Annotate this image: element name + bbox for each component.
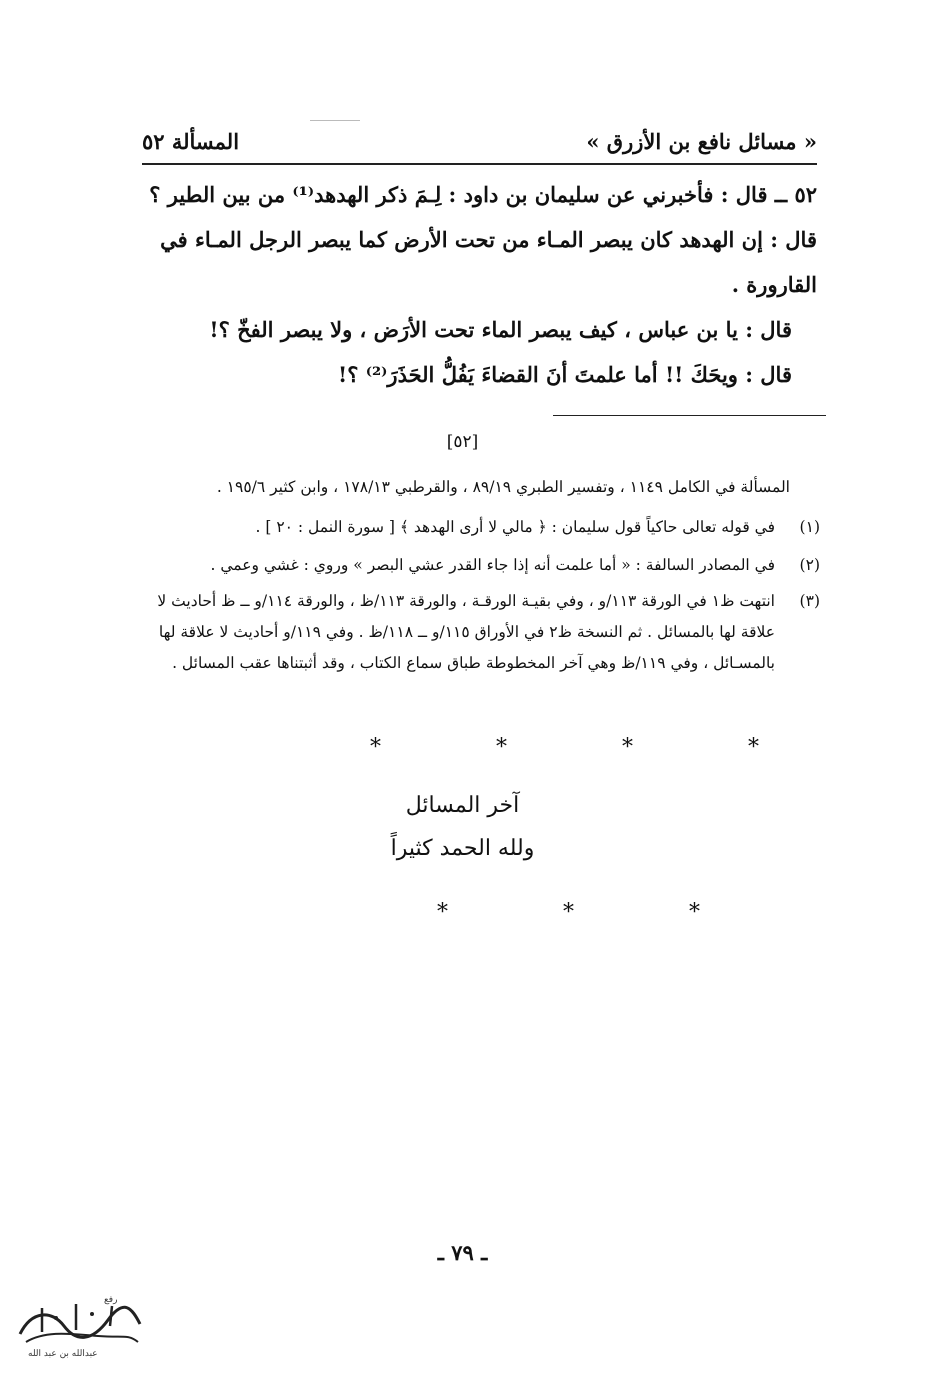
footnote-rule <box>553 415 826 416</box>
footnote-1 <box>130 512 820 543</box>
footnote-intro: المسألة في الكامل ١١٤٩ ، وتفسير الطبري ٨٩/١٩ ، والقرطبي ١٧٨/١٣ ، وابن كثير ١٩٥/٦ . <box>216 478 790 496</box>
stamp-line-1: رفع <box>104 1295 118 1305</box>
ornament-stars-1: * * * * <box>370 735 813 760</box>
main-line-4: قال : ويحَكَ !! أما علمتَ أنَ القضاءَ يَفُلُّ الحَذَرَ⁽²⁾ ؟! <box>338 362 792 387</box>
footnote-2 <box>130 550 820 581</box>
uploader-stamp-logo <box>12 1290 147 1360</box>
page-number: ـ ٧٩ ـ <box>437 1240 488 1265</box>
footnote-number: (٢) <box>799 556 820 574</box>
scan-artifact-line <box>310 120 360 121</box>
main-text <box>137 172 817 397</box>
footnote-text: انتهت ظ١ في الورقة ١١٣/و ، وفي بقيـة الورقـة ، والورقة ١١٣/ظ ، والورقة ١١٤/و ــ ظ أحاديث لا علاقة لها بالمسائل . ثم النسخة ظ٢ في الأوراق ١١٥/و ــ ١١٨/ظ . وفي ١١٩/و أحاديث لا علاقة لها بالمسـائل ، وفي ١١٩/ظ وهي آخر المخطوطة طباق سماع الكتاب ، وقد أثبتناها عقب المسائل . <box>157 592 775 672</box>
footnote-text: في المصادر السالفة : « أما علمت أنه إذا جاء القدر عشي البصر » وروي : غشي وعمي . <box>210 556 775 574</box>
main-line-1: ٥٢ ــ قال : فأخبرني عن سليمان بن داود : لِـمَ ذكر الهدهد⁽¹⁾ من بين الطير ؟ <box>149 182 817 207</box>
footnote-block-number: [٥٢] <box>446 432 479 452</box>
ornament-stars-2: * * * <box>437 900 754 925</box>
footnote-number: (٣) <box>799 592 820 610</box>
header-rule <box>142 163 817 165</box>
footnote-text: في قوله تعالى حاكياً قول سليمان : ﴿ مالي لا أرى الهدهد ﴾ [ سورة النمل : ٢٠ ] . <box>255 518 775 536</box>
closing-line-2: ولله الحمد كثيراً <box>390 836 535 861</box>
issue-label: المسألة ٥٢ <box>142 129 240 154</box>
main-line-3: قال : يا بن عباس ، كيف يبصر الماء تحت الأرَض ، ولا يبصر الفخّ ؟! <box>209 317 792 342</box>
running-title: « مسائل نافع بن الأزرق » <box>586 129 817 154</box>
footnote-number: (١) <box>799 518 820 536</box>
stamp-line-3: عبدالله بن عبد الله <box>28 1349 98 1359</box>
main-line-2: قال : إن الهدهد كان يبصر المـاء من تحت الأرض كما يبصر الرجل المـاء في القارورة . <box>160 227 817 297</box>
closing-line-1: آخر المسائل <box>405 793 520 818</box>
footnote-3 <box>130 586 820 679</box>
